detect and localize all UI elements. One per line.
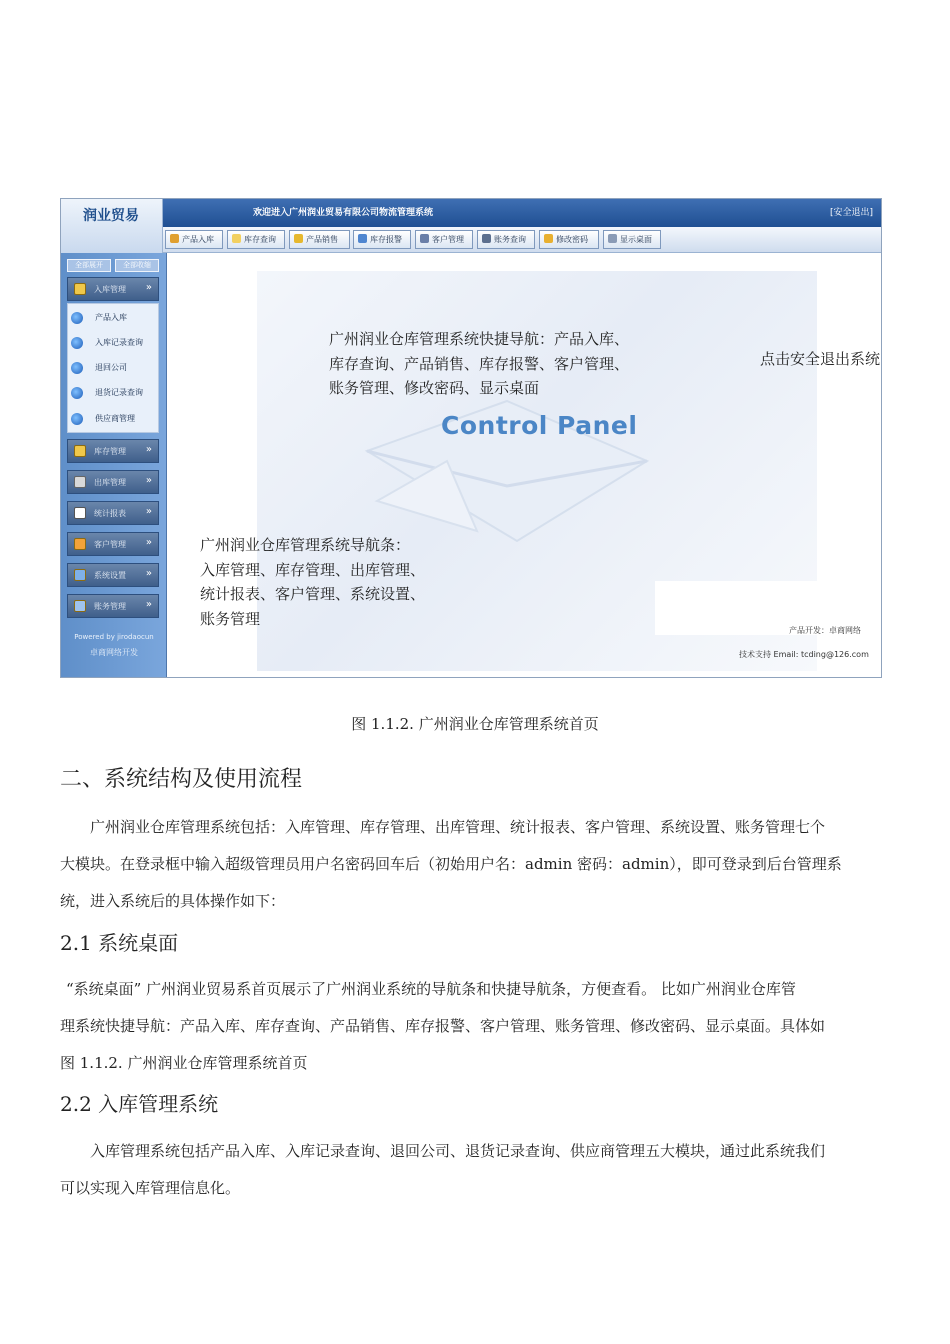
menu-inbound[interactable]: 入库管理 »	[67, 277, 159, 301]
collapse-all-button[interactable]: 全部收缩	[115, 259, 159, 272]
account-icon	[74, 600, 86, 612]
section-title: 二、系统结构及使用流程	[60, 767, 303, 792]
developer-credit: 产品开发：卓商网络	[789, 626, 861, 635]
toolbar-account-query-button[interactable]: 账务查询	[477, 230, 535, 249]
menu-accounts[interactable]: 账务管理 »	[67, 594, 159, 618]
s21-line: 理系统快捷导航：产品入库、库存查询、产品销售、库存报警、客户管理、账务管理、修改密码、显示桌面。具体如	[60, 1017, 826, 1035]
folder-icon	[232, 234, 241, 243]
key-icon	[544, 234, 553, 243]
expand-all-button[interactable]: 全部展开	[67, 259, 111, 272]
s22-line: 可以实现入库管理信息化。	[60, 1179, 241, 1197]
bullet-icon	[71, 413, 83, 425]
powered-by: Powered by jirodaocun	[74, 633, 154, 641]
powered-developer: 卓商网络开发	[90, 648, 138, 657]
submenu-item[interactable]: 退回公司	[69, 359, 127, 377]
logout-link[interactable]: [安全退出]	[829, 208, 873, 218]
double-chevron-icon: »	[145, 568, 152, 579]
toolbar-show-desktop-button[interactable]: 显示桌面	[603, 230, 661, 249]
s22-line: 入库管理系统包括产品入库、入库记录查询、退回公司、退货记录查询、供应商管理五大模块，通过此系统我们	[90, 1142, 826, 1160]
figure-caption: 图 1.1.2. 广州润业仓库管理系统首页	[351, 715, 599, 733]
phone-icon	[420, 234, 429, 243]
quick-nav-toolbar	[163, 227, 882, 253]
section-2-1-title: 2.1 系统桌面	[60, 931, 179, 955]
stock-icon	[74, 445, 86, 457]
s21-line: 图 1.1.2. 广州润业仓库管理系统首页	[60, 1054, 308, 1072]
submenu-item[interactable]: 产品入库	[69, 309, 127, 327]
toolbar-stock-alert-button[interactable]: 库存报警	[353, 230, 411, 249]
bullet-icon	[71, 312, 83, 324]
settings-icon	[74, 569, 86, 581]
welcome-text: 欢迎进入广州润业贸易有限公司物流管理系统	[253, 208, 434, 218]
double-chevron-icon: »	[145, 282, 152, 293]
report-icon	[74, 507, 86, 519]
app-logo: 润业贸易	[61, 199, 163, 253]
tag-icon	[294, 234, 303, 243]
intro-line: 统，进入系统后的具体操作如下：	[60, 892, 286, 910]
toolbar-customer-button[interactable]: 客户管理	[415, 230, 473, 249]
bullet-icon	[71, 362, 83, 374]
intro-line: 广州润业仓库管理系统包括：入库管理、库存管理、出库管理、统计报表、客户管理、系统设置、账务管理七个	[90, 818, 826, 836]
double-chevron-icon: »	[145, 506, 152, 517]
annotation-logout: 点击安全退出系统	[760, 350, 881, 368]
speaker-icon	[358, 234, 367, 243]
customer-icon	[74, 538, 86, 550]
bullet-icon	[71, 337, 83, 349]
toolbar-product-sale-button[interactable]: 产品销售	[289, 230, 350, 249]
bullet-icon	[71, 387, 83, 399]
header-bar	[61, 199, 882, 227]
system-screenshot	[60, 198, 882, 678]
menu-reports[interactable]: 统计报表 »	[67, 501, 159, 525]
intro-line: 大模块。在登录框中输入超级管理员用户名密码回车后（初始用户名：admin 密码：admin），即可登录到后台管理系	[60, 855, 842, 873]
support-credit: 技术支持 Email: tcding@126.com	[739, 650, 869, 659]
submenu-item[interactable]: 供应商管理	[69, 410, 135, 428]
double-chevron-icon: »	[145, 537, 152, 548]
trash-icon	[482, 234, 491, 243]
submenu-item[interactable]: 入库记录查询	[69, 334, 143, 352]
toolbar-change-password-button[interactable]: 修改密码	[539, 230, 599, 249]
box-icon	[74, 283, 86, 295]
double-chevron-icon: »	[145, 599, 152, 610]
toolbar-stock-query-button[interactable]: 库存查询	[227, 230, 285, 249]
menu-outbound[interactable]: 出库管理 »	[67, 470, 159, 494]
desktop-icon	[608, 234, 617, 243]
s21-line: “系统桌面” 广州润业贸易系首页展示了广州润业系统的导航条和快捷导航条，方便查看。 比如广州润业仓库管	[66, 980, 796, 998]
menu-stock[interactable]: 库存管理 »	[67, 439, 159, 463]
sidebar-tabs	[67, 259, 161, 273]
menu-settings[interactable]: 系统设置 »	[67, 563, 159, 587]
annotation-navbar: 广州润业仓库管理系统导航条： 入库管理、库存管理、出库管理、 统计报表、客户管理、系统设置、 账务管理	[200, 536, 426, 628]
submenu-item[interactable]: 退货记录查询	[69, 384, 143, 402]
annotation-quick-nav: 广州润业仓库管理系统快捷导航：产品入库、 库存查询、产品销售、库存报警、客户管理、 账务管理、修改密码、显示桌面	[329, 330, 630, 397]
section-2-2-title: 2.2 入库管理系统	[60, 1092, 219, 1116]
sidebar	[61, 253, 167, 678]
arrow-up-icon	[170, 234, 179, 243]
double-chevron-icon: »	[145, 475, 152, 486]
menu-customers[interactable]: 客户管理 »	[67, 532, 159, 556]
double-chevron-icon: »	[145, 444, 152, 455]
toolbar-product-in-button[interactable]: 产品入库	[165, 230, 223, 249]
outbound-icon	[74, 476, 86, 488]
control-panel-title: Control Panel	[441, 411, 638, 440]
